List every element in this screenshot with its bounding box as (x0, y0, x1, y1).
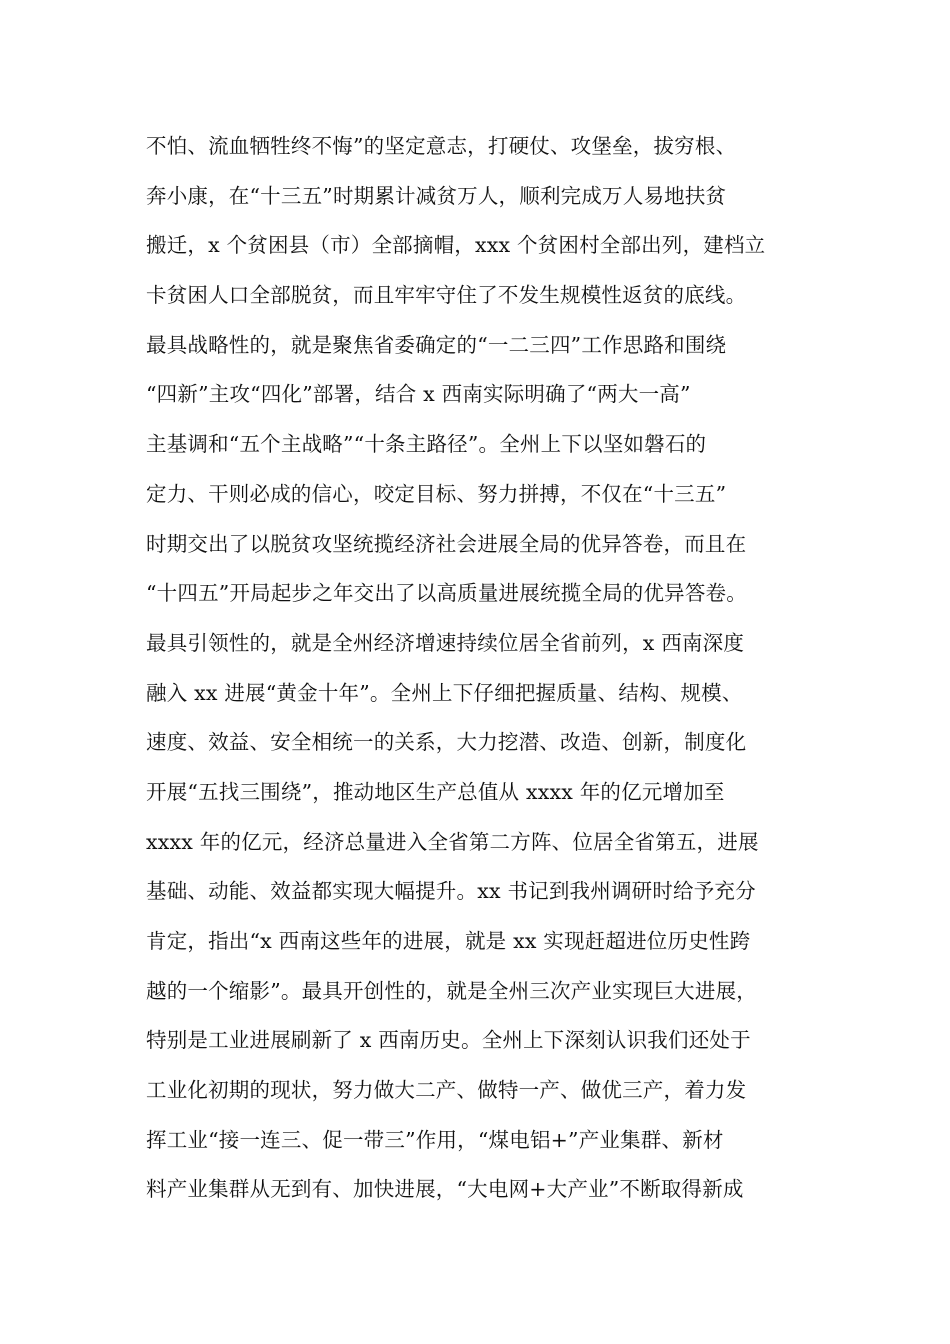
text-line: 奔小康，在“十三五”时期累计减贫万人，顺利完成万人易地扶贫 (146, 183, 727, 208)
text-line: 开展“五找三围绕”，推动地区生产总值从 xxxx 年的亿元增加至 (146, 779, 725, 804)
text-line: 融入 xx 进展“黄金十年”。全州上下仔细把握质量、结构、规模、 (146, 680, 743, 705)
text-line: 肯定，指出“x 西南这些年的进展，就是 xx 实现赶超进位历史性跨 (146, 929, 751, 953)
text-line: 搬迁，x 个贫困县（市）全部摘帽，xxx 个贫困村全部出列，建档立 (146, 233, 766, 258)
text-line: 越的一个缩影”。最具开创性的，就是全州三次产业实现巨大进展， (146, 978, 757, 1003)
body-text (146, 130, 846, 1223)
text-line: 料产业集群从无到有、加快进展，“大电网+大产业”不断取得新成 (146, 1177, 744, 1202)
text-line: 挥工业“接一连三、促一带三”作用，“煤电铝+”产业集群、新材 (146, 1127, 724, 1152)
text-line: 特别是工业进展刷新了 x 西南历史。全州上下深刻认识我们还处于 (146, 1028, 751, 1053)
text-line: 不怕、流血牺牲终不悔”的坚定意志，打硬仗、攻堡垒，拔穷根、 (146, 134, 737, 158)
text-line: 主基调和“五个主战略”“十条主路径”。全州上下以坚如磐石的 (146, 432, 707, 457)
text-line: 速度、效益、安全相统一的关系，大力挖潜、改造、创新，制度化 (146, 730, 747, 755)
text-line: 定力、干则必成的信心，咬定目标、努力拼搏，不仅在“十三五” (146, 481, 727, 506)
text-line: 基础、动能、效益都实现大幅提升。xx 书记到我州调研时给予充分 (146, 879, 756, 904)
text-line: xxxx 年的亿元，经济总量进入全省第二方阵、位居全省第五，进展 (146, 829, 759, 854)
text-line: 最具引领性的，就是全州经济增速持续位居全省前列，x 西南深度 (146, 630, 745, 655)
text-line: 卡贫困人口全部脱贫，而且牢牢守住了不发生规模性返贫的底线。 (146, 283, 747, 308)
text-line: 时期交出了以脱贫攻坚统揽经济社会进展全局的优异答卷，而且在 (146, 531, 747, 556)
text-line: 工业化初期的现状，努力做大二产、做特一产、做优三产，着力发 (146, 1078, 747, 1103)
text-line: 最具战略性的，就是聚焦省委确定的“一二三四”工作思路和围绕 (146, 332, 727, 357)
text-line: “十四五”开局起步之年交出了以高质量进展统揽全局的优异答卷。 (146, 581, 747, 606)
text-line: “四新”主攻“四化”部署，结合 x 西南实际明确了“两大一高” (146, 382, 691, 407)
